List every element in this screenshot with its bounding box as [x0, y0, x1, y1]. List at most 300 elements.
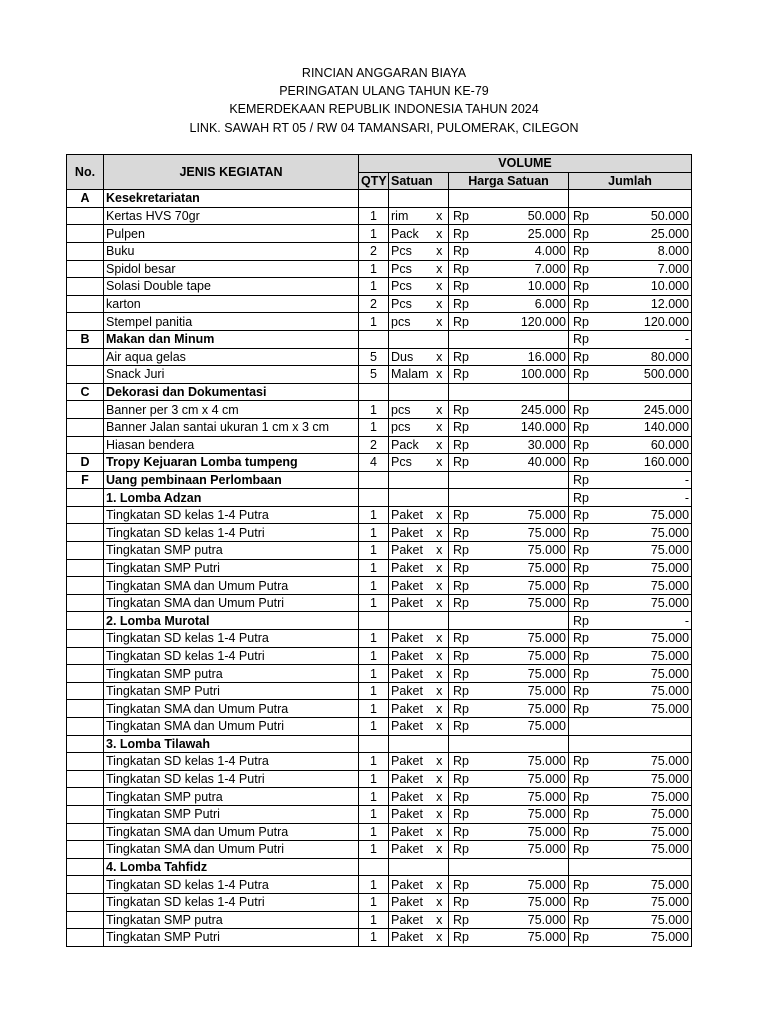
item-total: 120.000	[597, 313, 692, 331]
item-total: 160.000	[597, 454, 692, 472]
item-unit	[389, 383, 431, 401]
item-total	[597, 858, 692, 876]
item-description: Kertas HVS 70gr	[104, 207, 359, 225]
item-unit-price: 75.000	[477, 682, 569, 700]
table-row	[67, 295, 692, 313]
total-currency: Rp	[569, 366, 597, 384]
item-total: 8.000	[597, 242, 692, 260]
item-total: 50.000	[597, 207, 692, 225]
multiply-sign	[431, 612, 449, 630]
multiply-sign: x	[431, 207, 449, 225]
total-currency	[569, 383, 597, 401]
multiply-sign: x	[431, 418, 449, 436]
col-header-jumlah: Jumlah	[569, 172, 692, 190]
item-description: Tingkatan SMA dan Umum Putri	[104, 594, 359, 612]
multiply-sign: x	[431, 876, 449, 894]
table-row	[67, 823, 692, 841]
item-qty	[359, 471, 389, 489]
item-qty: 1	[359, 260, 389, 278]
item-unit-price: 75.000	[477, 577, 569, 595]
item-unit: Paket	[389, 929, 431, 947]
item-unit-price: 75.000	[477, 718, 569, 736]
item-unit-price: 75.000	[477, 876, 569, 894]
table-row	[67, 929, 692, 947]
item-unit: Paket	[389, 770, 431, 788]
price-currency: Rp	[449, 313, 477, 331]
price-currency: Rp	[449, 524, 477, 542]
total-currency: Rp	[569, 893, 597, 911]
item-qty: 1	[359, 225, 389, 243]
row-number	[67, 366, 104, 384]
item-unit-price: 75.000	[477, 929, 569, 947]
item-qty: 1	[359, 805, 389, 823]
total-currency: Rp	[569, 647, 597, 665]
item-qty: 1	[359, 418, 389, 436]
item-qty	[359, 735, 389, 753]
total-currency: Rp	[569, 559, 597, 577]
price-currency: Rp	[449, 506, 477, 524]
item-description: Tingkatan SD kelas 1-4 Putra	[104, 630, 359, 648]
row-number	[67, 313, 104, 331]
item-unit: Paket	[389, 559, 431, 577]
col-header-jenis: JENIS KEGIATAN	[104, 155, 359, 190]
item-unit: rim	[389, 207, 431, 225]
row-number: C	[67, 383, 104, 401]
item-qty: 1	[359, 665, 389, 683]
total-currency: Rp	[569, 436, 597, 454]
item-unit: Paket	[389, 841, 431, 859]
total-currency: Rp	[569, 876, 597, 894]
multiply-sign: x	[431, 401, 449, 419]
total-currency: Rp	[569, 225, 597, 243]
total-currency: Rp	[569, 753, 597, 771]
item-description: Tingkatan SMP Putri	[104, 559, 359, 577]
price-currency: Rp	[449, 577, 477, 595]
item-qty: 1	[359, 524, 389, 542]
total-currency: Rp	[569, 630, 597, 648]
table-row	[67, 612, 692, 630]
row-number: D	[67, 454, 104, 472]
item-unit: Pcs	[389, 454, 431, 472]
item-qty: 1	[359, 841, 389, 859]
item-total: 75.000	[597, 665, 692, 683]
table-row	[67, 735, 692, 753]
item-unit: Paket	[389, 665, 431, 683]
multiply-sign: x	[431, 911, 449, 929]
table-row	[67, 753, 692, 771]
item-unit-price	[477, 190, 569, 208]
item-unit-price: 140.000	[477, 418, 569, 436]
item-total: 75.000	[597, 911, 692, 929]
item-unit: Paket	[389, 700, 431, 718]
item-unit: Paket	[389, 805, 431, 823]
price-currency: Rp	[449, 805, 477, 823]
item-unit-price: 40.000	[477, 454, 569, 472]
total-currency	[569, 718, 597, 736]
multiply-sign: x	[431, 700, 449, 718]
item-description: 2. Lomba Murotal	[104, 612, 359, 630]
item-total: 75.000	[597, 823, 692, 841]
row-number	[67, 418, 104, 436]
doc-subtitle-2: KEMERDEKAAN REPUBLIK INDONESIA TAHUN 2024	[229, 102, 539, 116]
item-description: Kesekretariatan	[104, 190, 359, 208]
row-number	[67, 841, 104, 859]
price-currency: Rp	[449, 929, 477, 947]
multiply-sign: x	[431, 242, 449, 260]
row-number	[67, 295, 104, 313]
item-qty	[359, 612, 389, 630]
item-description: Tingkatan SD kelas 1-4 Putra	[104, 876, 359, 894]
price-currency: Rp	[449, 366, 477, 384]
row-number	[67, 665, 104, 683]
item-description: Tingkatan SMP Putri	[104, 682, 359, 700]
item-qty: 2	[359, 295, 389, 313]
doc-subtitle: PERINGATAN ULANG TAHUN KE-79	[279, 84, 489, 98]
item-unit-price: 100.000	[477, 366, 569, 384]
item-description: Tingkatan SMA dan Umum Putri	[104, 841, 359, 859]
price-currency: Rp	[449, 770, 477, 788]
item-qty	[359, 330, 389, 348]
item-unit-price: 30.000	[477, 436, 569, 454]
multiply-sign: x	[431, 559, 449, 577]
item-unit	[389, 489, 431, 507]
item-unit: Pcs	[389, 260, 431, 278]
item-unit-price: 16.000	[477, 348, 569, 366]
item-unit	[389, 190, 431, 208]
item-unit: pcs	[389, 401, 431, 419]
row-number	[67, 225, 104, 243]
item-total: 75.000	[597, 876, 692, 894]
total-currency: Rp	[569, 805, 597, 823]
table-row	[67, 876, 692, 894]
price-currency: Rp	[449, 665, 477, 683]
item-qty: 1	[359, 876, 389, 894]
item-unit-price: 75.000	[477, 524, 569, 542]
row-number	[67, 929, 104, 947]
row-number	[67, 718, 104, 736]
multiply-sign: x	[431, 542, 449, 560]
table-row	[67, 700, 692, 718]
row-number: F	[67, 471, 104, 489]
item-unit-price: 75.000	[477, 700, 569, 718]
item-description: Tingkatan SD kelas 1-4 Putra	[104, 753, 359, 771]
item-description: Tingkatan SMP putra	[104, 665, 359, 683]
table-row	[67, 436, 692, 454]
multiply-sign: x	[431, 577, 449, 595]
multiply-sign	[431, 383, 449, 401]
item-description: Tingkatan SMA dan Umum Putra	[104, 577, 359, 595]
row-number	[67, 207, 104, 225]
multiply-sign: x	[431, 313, 449, 331]
item-description: Banner per 3 cm x 4 cm	[104, 401, 359, 419]
item-description: Solasi Double tape	[104, 278, 359, 296]
item-qty: 1	[359, 929, 389, 947]
price-currency	[449, 383, 477, 401]
table-row	[67, 471, 692, 489]
price-currency: Rp	[449, 401, 477, 419]
item-qty: 1	[359, 718, 389, 736]
item-unit-price: 75.000	[477, 841, 569, 859]
item-total: 75.000	[597, 788, 692, 806]
item-description: Tingkatan SMP Putri	[104, 805, 359, 823]
item-unit-price: 75.000	[477, 506, 569, 524]
multiply-sign: x	[431, 366, 449, 384]
multiply-sign	[431, 735, 449, 753]
row-number	[67, 612, 104, 630]
table-row	[67, 348, 692, 366]
price-currency: Rp	[449, 911, 477, 929]
item-unit: Paket	[389, 647, 431, 665]
item-unit: Paket	[389, 911, 431, 929]
item-description: Tingkatan SMA dan Umum Putri	[104, 718, 359, 736]
total-currency: Rp	[569, 594, 597, 612]
row-number	[67, 559, 104, 577]
multiply-sign: x	[431, 805, 449, 823]
item-qty: 1	[359, 506, 389, 524]
row-number	[67, 260, 104, 278]
table-body	[67, 190, 692, 947]
item-unit-price	[477, 330, 569, 348]
total-currency: Rp	[569, 242, 597, 260]
item-unit: Paket	[389, 788, 431, 806]
item-total: -	[597, 471, 692, 489]
total-currency: Rp	[569, 929, 597, 947]
table-row	[67, 647, 692, 665]
budget-table	[66, 154, 692, 947]
item-qty: 1	[359, 823, 389, 841]
table-row	[67, 225, 692, 243]
item-unit: Dus	[389, 348, 431, 366]
multiply-sign	[431, 330, 449, 348]
row-number	[67, 542, 104, 560]
multiply-sign: x	[431, 260, 449, 278]
item-description: Tingkatan SD kelas 1-4 Putri	[104, 770, 359, 788]
multiply-sign: x	[431, 225, 449, 243]
item-description: Tingkatan SMP putra	[104, 911, 359, 929]
item-qty: 1	[359, 911, 389, 929]
item-unit-price	[477, 489, 569, 507]
table-row	[67, 841, 692, 859]
total-currency: Rp	[569, 330, 597, 348]
item-unit-price: 75.000	[477, 788, 569, 806]
item-unit: Pcs	[389, 295, 431, 313]
price-currency: Rp	[449, 260, 477, 278]
price-currency: Rp	[449, 436, 477, 454]
row-number	[67, 911, 104, 929]
item-qty: 1	[359, 559, 389, 577]
item-description: Spidol besar	[104, 260, 359, 278]
item-unit: Paket	[389, 893, 431, 911]
table-row	[67, 524, 692, 542]
item-total: 75.000	[597, 770, 692, 788]
item-description: Tingkatan SD kelas 1-4 Putri	[104, 524, 359, 542]
item-total: 75.000	[597, 929, 692, 947]
row-number	[67, 805, 104, 823]
table-row	[67, 278, 692, 296]
row-number	[67, 647, 104, 665]
row-number	[67, 630, 104, 648]
item-unit-price: 120.000	[477, 313, 569, 331]
item-description: Buku	[104, 242, 359, 260]
item-qty: 1	[359, 313, 389, 331]
price-currency	[449, 735, 477, 753]
table-row	[67, 577, 692, 595]
item-total: -	[597, 330, 692, 348]
row-number: A	[67, 190, 104, 208]
item-description: Hiasan bendera	[104, 436, 359, 454]
item-unit	[389, 858, 431, 876]
row-number	[67, 823, 104, 841]
item-qty: 1	[359, 770, 389, 788]
item-total	[597, 190, 692, 208]
multiply-sign	[431, 471, 449, 489]
price-currency	[449, 858, 477, 876]
table-row	[67, 594, 692, 612]
item-qty: 1	[359, 700, 389, 718]
table-row	[67, 770, 692, 788]
price-currency: Rp	[449, 594, 477, 612]
row-number: B	[67, 330, 104, 348]
total-currency: Rp	[569, 700, 597, 718]
item-unit: Paket	[389, 682, 431, 700]
item-unit: Paket	[389, 577, 431, 595]
multiply-sign: x	[431, 454, 449, 472]
item-total: 500.000	[597, 366, 692, 384]
item-unit	[389, 471, 431, 489]
table-row	[67, 718, 692, 736]
item-qty	[359, 383, 389, 401]
item-unit-price: 75.000	[477, 542, 569, 560]
table-row	[67, 366, 692, 384]
item-unit: Paket	[389, 524, 431, 542]
price-currency: Rp	[449, 682, 477, 700]
table-row	[67, 454, 692, 472]
item-unit-price: 75.000	[477, 823, 569, 841]
table-row	[67, 418, 692, 436]
item-description: Tingkatan SMA dan Umum Putra	[104, 823, 359, 841]
item-total: 75.000	[597, 577, 692, 595]
table-row	[67, 682, 692, 700]
price-currency: Rp	[449, 225, 477, 243]
total-currency: Rp	[569, 841, 597, 859]
multiply-sign	[431, 858, 449, 876]
row-number	[67, 278, 104, 296]
item-unit	[389, 735, 431, 753]
item-description: Air aqua gelas	[104, 348, 359, 366]
price-currency: Rp	[449, 700, 477, 718]
total-currency: Rp	[569, 542, 597, 560]
item-unit-price	[477, 383, 569, 401]
item-description: Tropy Kejuaran Lomba tumpeng	[104, 454, 359, 472]
item-qty: 4	[359, 454, 389, 472]
price-currency: Rp	[449, 823, 477, 841]
table-row	[67, 313, 692, 331]
col-header-qty: QTY	[359, 172, 389, 190]
multiply-sign: x	[431, 436, 449, 454]
item-qty: 1	[359, 753, 389, 771]
row-number	[67, 770, 104, 788]
item-unit-price: 75.000	[477, 805, 569, 823]
item-qty: 1	[359, 788, 389, 806]
item-description: Banner Jalan santai ukuran 1 cm x 3 cm	[104, 418, 359, 436]
total-currency: Rp	[569, 418, 597, 436]
item-unit: Pack	[389, 436, 431, 454]
table-row	[67, 805, 692, 823]
table-row	[67, 665, 692, 683]
row-number	[67, 489, 104, 507]
multiply-sign: x	[431, 788, 449, 806]
table-row	[67, 630, 692, 648]
price-currency: Rp	[449, 542, 477, 560]
table-header-row-1	[67, 155, 692, 173]
multiply-sign: x	[431, 506, 449, 524]
table-row	[67, 190, 692, 208]
item-total: 60.000	[597, 436, 692, 454]
col-header-volume: VOLUME	[359, 155, 692, 173]
total-currency: Rp	[569, 454, 597, 472]
item-unit-price: 75.000	[477, 630, 569, 648]
col-header-satuan: Satuan	[389, 172, 449, 190]
item-qty: 1	[359, 401, 389, 419]
item-total: 75.000	[597, 542, 692, 560]
price-currency: Rp	[449, 718, 477, 736]
multiply-sign: x	[431, 770, 449, 788]
total-currency: Rp	[569, 207, 597, 225]
item-qty: 1	[359, 278, 389, 296]
price-currency: Rp	[449, 418, 477, 436]
item-total: 75.000	[597, 682, 692, 700]
row-number	[67, 436, 104, 454]
item-description: 3. Lomba Tilawah	[104, 735, 359, 753]
total-currency: Rp	[569, 506, 597, 524]
multiply-sign: x	[431, 929, 449, 947]
row-number	[67, 506, 104, 524]
item-unit-price: 75.000	[477, 753, 569, 771]
price-currency	[449, 330, 477, 348]
item-description: Uang pembinaan Perlombaan	[104, 471, 359, 489]
table-row	[67, 893, 692, 911]
item-unit-price: 7.000	[477, 260, 569, 278]
item-description: Tingkatan SD kelas 1-4 Putri	[104, 893, 359, 911]
price-currency: Rp	[449, 841, 477, 859]
multiply-sign	[431, 190, 449, 208]
item-description: 4. Lomba Tahfidz	[104, 858, 359, 876]
multiply-sign: x	[431, 295, 449, 313]
price-currency	[449, 612, 477, 630]
row-number	[67, 594, 104, 612]
item-unit: Paket	[389, 542, 431, 560]
item-total: 10.000	[597, 278, 692, 296]
item-unit-price: 75.000	[477, 559, 569, 577]
item-description: Stempel panitia	[104, 313, 359, 331]
item-total: 75.000	[597, 594, 692, 612]
item-unit: Pcs	[389, 278, 431, 296]
price-currency: Rp	[449, 893, 477, 911]
item-unit-price: 75.000	[477, 893, 569, 911]
total-currency: Rp	[569, 313, 597, 331]
item-unit	[389, 612, 431, 630]
item-unit-price: 245.000	[477, 401, 569, 419]
total-currency: Rp	[569, 348, 597, 366]
item-unit-price: 50.000	[477, 207, 569, 225]
price-currency: Rp	[449, 454, 477, 472]
row-number	[67, 682, 104, 700]
item-qty	[359, 190, 389, 208]
item-unit: pcs	[389, 313, 431, 331]
item-description: Tingkatan SMA dan Umum Putra	[104, 700, 359, 718]
item-unit: Pcs	[389, 242, 431, 260]
price-currency: Rp	[449, 876, 477, 894]
